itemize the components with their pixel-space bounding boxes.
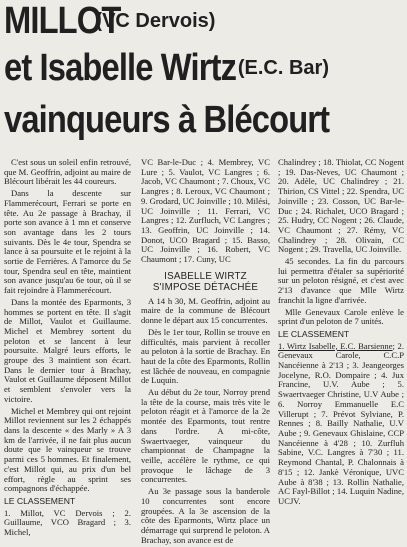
section-heading-classement: LE CLASSEMENT [4, 495, 76, 506]
headline-name-wirtz: et Isabelle Wirtz [4, 47, 237, 89]
results-men-end: Chalindrey ; 18. Thiolat, CC Nogent ; 19. Das-Neves, UC Chaumont ; 20. Adèle, UC Chalindrey ; 21. Thirion, CS Vittel ; 22. Spendra, UC Joinville ; 23. Cosson, UC Bar-le-Duc ; 24. Richalet, UCO Bragard ; 25. Hudry, CC Nogent ; 26. Claude, VC Chaumont ; 27. Rémy, VC Chalindrey ; 28. Olivain, CC Nogent ; 29. Travella, UC Joinville. [278, 157, 404, 255]
headline-vainqueurs: vainqueurs à Blécourt [4, 99, 330, 141]
subhead-line-2: S'IMPOSE DÉTACHÉE [152, 281, 259, 293]
article-column-1 [4, 158, 131, 540]
headline-club-ec-bar: (E.C. Bar) [237, 57, 329, 79]
paragraph: 45 secondes. La fin du parcours lui permettra d'étaler sa supériorité sur un peloton résigné, et c'est avec 2'13 d'avance que Mlle Wirtz franchit la ligne d'arrivée. [278, 256, 404, 305]
paragraph: A 14 h 30, M. Geoffrin, adjoint au maire de la commune de Blécourt donne le départ aux 15 concurrentes. [141, 295, 270, 326]
results-women [278, 342, 404, 507]
paragraph: Mlle Genevaux Carole enlève le sprint d'un peloton de 7 unités. [278, 306, 404, 327]
paragraph: Au 3e passage sous la banderole 10 concurrentes sont encore groupées. A la 3e ascension de la côte des Eparmonts, Wirtz place un démarrage qui surprend le peloton. A Brachay, son avance est de [141, 486, 270, 545]
article-column-3 [278, 158, 404, 509]
subhead-line-1: ISABELLE WIRTZ [164, 270, 247, 282]
paragraph: Michel et Membrey qui ont rejoint Millot reviennent sur les 2 échappés dans la descente « des Marly » A 3 km de l'arrivée, il ne fait plus aucun doute que le vainqueur se trouve parmi ces 5 hommes. Et finalement, c'est Millot qui, au prix d'un bel effort, règle au sprint ses compagnons d'échappée. [4, 405, 131, 494]
paragraph: Au début du 2e tour, Norroy prend la tête de la course, mais très vite le peloton réagit et à l'amorce de la 2e montée des Eparmonts, tout rentre dans l'ordre. A mi-côte, Swaertvaeger, vainqueur du championnat de Champagne la veille, accélère le rythme, ce qui provoque le lâchage de 3 concurrentes. [141, 387, 270, 485]
headline-line-2 [4, 47, 404, 90]
article-column-2 [141, 158, 270, 547]
paragraph: Dans la descente sur Flammerécourt, Ferrari se porte en tête. Au 2e passage à Brachay, il porte son avance à 1 mn et conserve son avantage dans les 2 tours suivants. Dès le 4e tour, Spendra se lance à sa poursuite et le rejoint à la sortie de Ferrières. A l'amorce du 5e tour, Spendra seul en tête, maintient son avance jusqu'au 6e tour, où il se fait rejoindre à Flammerécourt. [4, 188, 131, 296]
results-men-start: 1. Millot, VC Dervois ; 2. Guillaume, VCO Bragard ; 3. Michel, [4, 507, 131, 538]
headline-club-vc-dervois: (VC Dervois) [95, 10, 216, 32]
winner-entry: 1. Wirtz Isabelle, E.C. Barsienne [278, 340, 393, 351]
results-men-cont: VC Bar-le-Duc ; 4. Membrey, VC Lure ; 5. Vaulot, VC Langres ; 6. Jacob, VC Chaumont ; 7. Choux, VC Langres ; 8. Leroux, VC Chaumont ; 9. Grodard, UC Joinville ; 10. Milési, UC Joinville ; 11. Ferrari, VC Langres ; 12. Zurfluch, VC Langres ; 13. Geoffrin, UC Joinville ; 14. Donot, UCO Bragard ; 15. Basso, UC Joinville ; 16. Robert, VC Chaumont ; 17. Cuny, UC [141, 157, 270, 265]
section-heading-classement-women: LE CLASSEMENT [278, 328, 350, 339]
headline-line-3 [4, 99, 404, 142]
paragraph: Dans la montée des Eparmonts, 3 hommes se portent en tête. Il s'agit de Millot, Vaulot et Guillaume. Michel et Membrey sortent du peloton et se lancent à leur poursuite. Malgré leurs efforts, le groupe des 3 maintient son écart. Dans le dernier tour à Brachay, Vaulot et Guillaume déposent Millot et semblent s'envoler vers la victoire. [4, 296, 131, 404]
results-women-rest: ; 2. Genevaux Carole, C.C.P Nancéienne à 2'13 ; 3. Jeangeorges Jocelyne, R.O. Dompaire ; 4. Jux Francine, U.V. Aube ; 5. Swaertvaeger Christine, U.V Aube ; 6. Norroy Emmanuelle E.C Villerupt ; 7. Prévot Sylviane, P. Rennes ; 8. Bailly Nathalie, U.V Aube ; 9. Genevaux Ghislaine, CCP Nancéienne à 4'28 ; 10. Zurfluh Sabine, V.C. Langres à 7'30 ; 11. Reymond Chantal, P. Chalonnais à 8'15 ; 12. Jankè Véronique, UVC Aube à 8'38 ; 13. Rollin Nathalie, AC Fayl-Billot ; 14. Luquin Nadine, UCJV. [278, 340, 404, 506]
paragraph: Dès le 1er tour, Rollin se trouve en difficultés, mais parvient à recoller au peloton à la sortie de Brachay. En haut de la côte des Eparmonts, Rollin est lâchée de nouveau, en compagnie de Luquin. [141, 326, 270, 386]
headline-name-millot: MILLOT [4, 0, 121, 42]
paragraph: C'est sous un soleil enfin retrouvé, que M. Geoffrin, adjoint au maire de Blécourt libérait les 44 coureurs. [4, 157, 131, 187]
subhead-women-race [141, 271, 270, 293]
headline-line-1 [4, 0, 404, 43]
